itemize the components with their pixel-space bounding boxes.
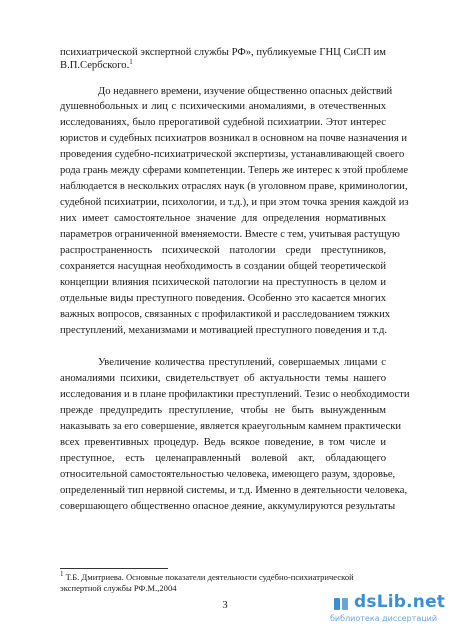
text-line: судебной психиатрии, психологии, и т.д.), и при этом точка зрения каждой из bbox=[60, 197, 409, 208]
book-icon bbox=[332, 595, 350, 613]
text-line: наказывать за его совершение, является краеугольным камнем практически bbox=[60, 421, 402, 432]
text-line: отдельные виды преступного поведения. Особенно это касается многих bbox=[60, 293, 386, 304]
footnote-line bbox=[60, 572, 354, 583]
footnote-line: экспертной службы РФ.М.,2004 bbox=[60, 583, 177, 593]
text-line: всех превентивных процедур. Ведь всякое поведение, в том числе и bbox=[60, 437, 386, 448]
text-line: исследования и в плане профилактики преступлений. Тезис о необходимости bbox=[60, 389, 410, 400]
text-line: наблюдается в нескольких отраслях наук (в уголовном праве, криминологии, bbox=[60, 181, 408, 192]
text-line: распространенность психической патологии среди преступников, bbox=[60, 245, 386, 256]
text-line: относительной самостоятельностью человека, имеющего разум, здоровье, bbox=[60, 469, 396, 480]
text-line: аномалиями психики, свидетельствует об актуальности темы нашего bbox=[60, 373, 386, 384]
watermark-tagline: библиотека диссертаций bbox=[330, 614, 438, 623]
watermark-logo: dsLib.net bbox=[354, 592, 446, 612]
text-line: них имеет самостоятельное значение для определения нормативных bbox=[60, 213, 386, 224]
watermark bbox=[330, 592, 446, 628]
footnote-divider bbox=[60, 568, 168, 569]
text-line: юристов и судебных психиатров возникал в основном на почве назначения и bbox=[60, 133, 408, 144]
footnote-number: 1 bbox=[60, 570, 64, 578]
text-line: психиатрической экспертной службы РФ», публикуемые ГНЦ СиСП им bbox=[60, 47, 386, 58]
footnote-text: Т.Б. Дмитриева. Основные показатели деятельности судебно-психиатрической bbox=[65, 572, 354, 582]
text-line-content: В.П.Сербского. bbox=[60, 60, 130, 71]
text-line: важных вопросов, связанных с профилактикой и расследованием тяжких bbox=[60, 309, 391, 320]
text-line: совершающего общественно опасное деяние, аккумулируются результаты bbox=[60, 501, 396, 512]
text-line: преступлений, механизмами и мотивацией преступного поведения и т.д. bbox=[60, 325, 387, 336]
text-line: определенный тип нервной системы, и т.д. Именно в деятельности человека, bbox=[60, 485, 408, 496]
text-line bbox=[60, 59, 386, 72]
page-number: 3 bbox=[222, 600, 228, 611]
text-line: концепции влияния психической патологии на преступность в целом и bbox=[60, 277, 386, 288]
text-line: Увеличение количества преступлений, совершаемых лицами с bbox=[98, 357, 386, 368]
text-line: До недавнего времени, изучение общественно опасных действий bbox=[98, 86, 393, 97]
footnote-reference: 1 bbox=[129, 58, 133, 66]
text-line: преступное, есть целенаправленный волевой акт, обладающего bbox=[60, 453, 386, 464]
text-line: рода грань между сферами компетенции. Теперь же интерес к этой проблеме bbox=[60, 165, 409, 176]
text-line: прежде предупредить преступление, чтобы не быть вынужденным bbox=[60, 405, 386, 416]
text-line: душевнобольных и лиц с психическими аномалиями, в отечественных bbox=[60, 101, 386, 112]
text-line: сохраняется насущная необходимость в создании общей теоретической bbox=[60, 261, 386, 272]
text-line: проведения судебно-психиатрической экспертизы, устанавливающей своего bbox=[60, 149, 405, 160]
text-line: исследованиях, было прерогативой судебной психиатрии. Этот интерес bbox=[60, 117, 386, 128]
text-line: параметров ограниченной вменяемости. Вместе с тем, учитывая растущую bbox=[60, 229, 400, 240]
